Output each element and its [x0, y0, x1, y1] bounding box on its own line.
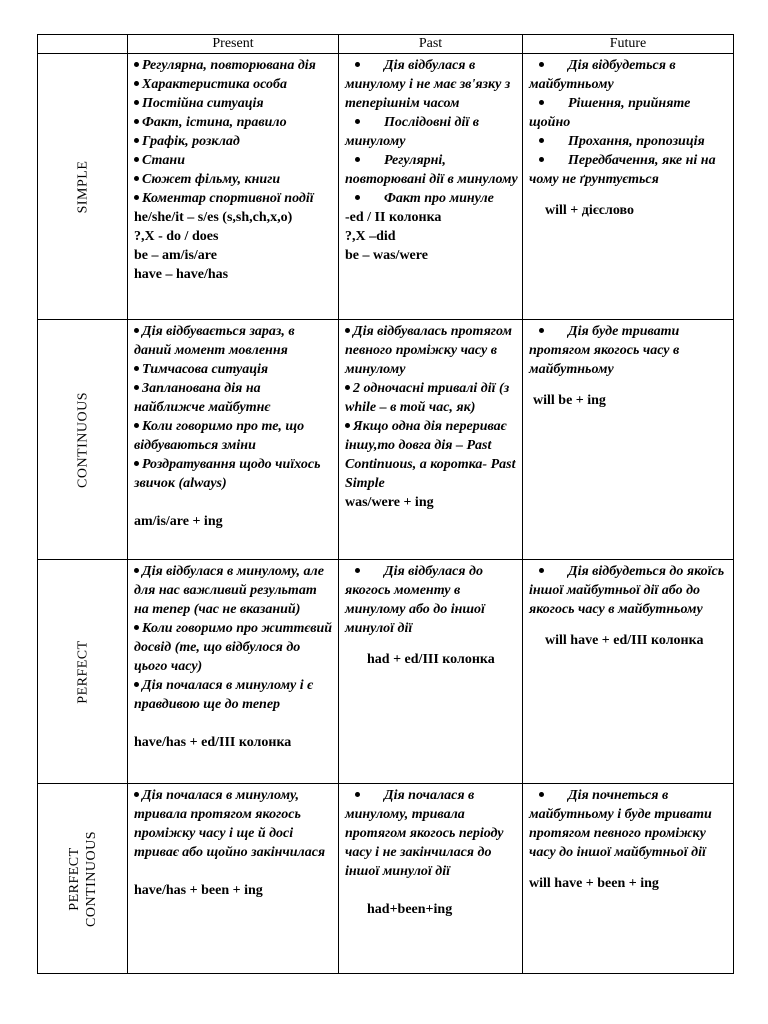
header-present: Present: [128, 35, 339, 54]
list-item: Регулярна, повторювана дія: [142, 58, 316, 73]
list-item: Дія відбувалась протягом певного проміжку часу в минулому: [345, 324, 513, 377]
list-item: Коли говоримо про те, що відбуваються зміни: [134, 419, 305, 453]
formula: had+been+ing: [367, 902, 453, 917]
header-future: Future: [523, 35, 734, 54]
formula: will have + ed/III колонка: [545, 633, 704, 648]
formula: was/were + ing: [345, 495, 434, 510]
list-item: Коментар спортивної події: [142, 191, 314, 206]
list-item: Роздратування щодо чиїхось звичок (always): [134, 457, 321, 491]
formula: -ed / II колонка: [345, 210, 442, 225]
row-label-text: PERFECT: [75, 639, 90, 704]
formula: had + ed/III колонка: [367, 652, 495, 667]
header-past: Past: [339, 35, 523, 54]
formula: will have + been + ing: [529, 876, 659, 891]
row-continuous: [38, 320, 734, 560]
list-item: Послідовні дії в минулому: [345, 115, 480, 149]
list-item: Дія почнеться в майбутньому і буде тривати протягом певного проміжку часу до іншої майбутньої дії: [529, 788, 712, 860]
row-label-text: CONTINUOUS: [83, 830, 99, 927]
row-label-perfect-continuous: [38, 784, 128, 974]
row-label-continuous: [38, 320, 128, 560]
list-item: Дія відбулася до якогось моменту в минулому або до іншої минулої дії: [345, 564, 485, 636]
list-item: Запланована дія на найближче майбутнє: [134, 381, 271, 415]
cell-continuous-present: [128, 320, 339, 560]
list-item: Характеристика особа: [142, 77, 287, 92]
cell-perfect-past: [339, 560, 523, 784]
formula: have/has + been + ing: [134, 883, 263, 898]
list-item: Постійна ситуація: [142, 96, 264, 111]
list-item: Графік, розклад: [142, 134, 240, 149]
list-item: Дія почалася в минулому і є правдивою ще до тепер: [134, 678, 313, 712]
list-item: Дія відбулася в минулому і не має зв'язку з теперішнім часом: [345, 58, 511, 111]
list-item: Коли говоримо про життєвий досвід (те, що відбулося до цього часу): [134, 621, 333, 674]
row-perfect: [38, 560, 734, 784]
list-item: Сюжет фільму, книги: [142, 172, 281, 187]
list-item: Дія почалася в минулому, тривала протягом якогось проміжку часу і ще й досі триває або щойно закінчилася: [134, 788, 326, 860]
cell-perfect-continuous-present: [128, 784, 339, 974]
header-corner: [38, 35, 128, 54]
header-row: [38, 35, 734, 54]
cell-simple-present: [128, 54, 339, 320]
list-item: Факт про минуле: [384, 191, 494, 206]
list-item: Передбачення, яке ні на чому не ґрунтується: [529, 153, 716, 187]
list-item: Тимчасова ситуація: [142, 362, 269, 377]
list-item: Факт, істина, правило: [142, 115, 287, 130]
cell-continuous-future: [523, 320, 734, 560]
list-item: Дія почалася в минулому, тривала протягом якогось періоду часу і не закінчилася до іншої минулої дії: [345, 788, 504, 879]
row-perfect-continuous: [38, 784, 734, 974]
row-label-simple: [38, 54, 128, 320]
cell-continuous-past: [339, 320, 523, 560]
row-simple: [38, 54, 734, 320]
list-item: 2 одночасні тривалі дії (з while – в той час, як): [345, 381, 510, 415]
formula: he/she/it – s/es (s,sh,ch,x,o): [134, 210, 293, 225]
cell-perfect-continuous-future: [523, 784, 734, 974]
row-label-perfect: [38, 560, 128, 784]
cell-simple-past: [339, 54, 523, 320]
row-label-text: CONTINUOUS: [75, 391, 90, 488]
list-item: Рішення, прийняте щойно: [529, 96, 691, 130]
list-item: Стани: [142, 153, 185, 168]
list-item: Дія відбудеться в майбутньому: [529, 58, 676, 92]
list-item: Регулярні, повторювані дії в минулому: [345, 153, 518, 187]
formula: am/is/are + ing: [134, 514, 223, 529]
cell-perfect-continuous-past: [339, 784, 523, 974]
row-label-text: PERFECT: [66, 846, 82, 911]
formula: have – have/has: [134, 267, 229, 282]
list-item: Якщо одна дія перериває іншу,то довга дія – Past Continuous, а коротка- Past Simple: [345, 419, 516, 491]
list-item: Дія відбудеться до якоїсь іншої майбутньої дії або до якогось часу в майбутньому: [529, 564, 725, 617]
row-label-text: SIMPLE: [75, 160, 90, 213]
formula: ?,X –did: [345, 229, 396, 244]
list-item: Дія відбулася в минулому, але для нас важливий результат на тепер (час не вказаний): [134, 564, 324, 617]
list-item: Прохання, пропозиція: [568, 134, 705, 149]
formula: will + дієслово: [545, 203, 634, 218]
cell-simple-future: [523, 54, 734, 320]
tenses-table: [37, 34, 734, 974]
list-item: Дія буде тривати протягом якогось часу в майбутньому: [529, 324, 680, 377]
formula: will be + ing: [533, 393, 606, 408]
formula: have/has + ed/III колонка: [134, 735, 292, 750]
formula: ?,X - do / does: [134, 229, 219, 244]
formula: be – was/were: [345, 248, 428, 263]
formula: be – am/is/are: [134, 248, 217, 263]
cell-perfect-present: [128, 560, 339, 784]
list-item: Дія відбувається зараз, в даний момент мовлення: [134, 324, 295, 358]
cell-perfect-future: [523, 560, 734, 784]
